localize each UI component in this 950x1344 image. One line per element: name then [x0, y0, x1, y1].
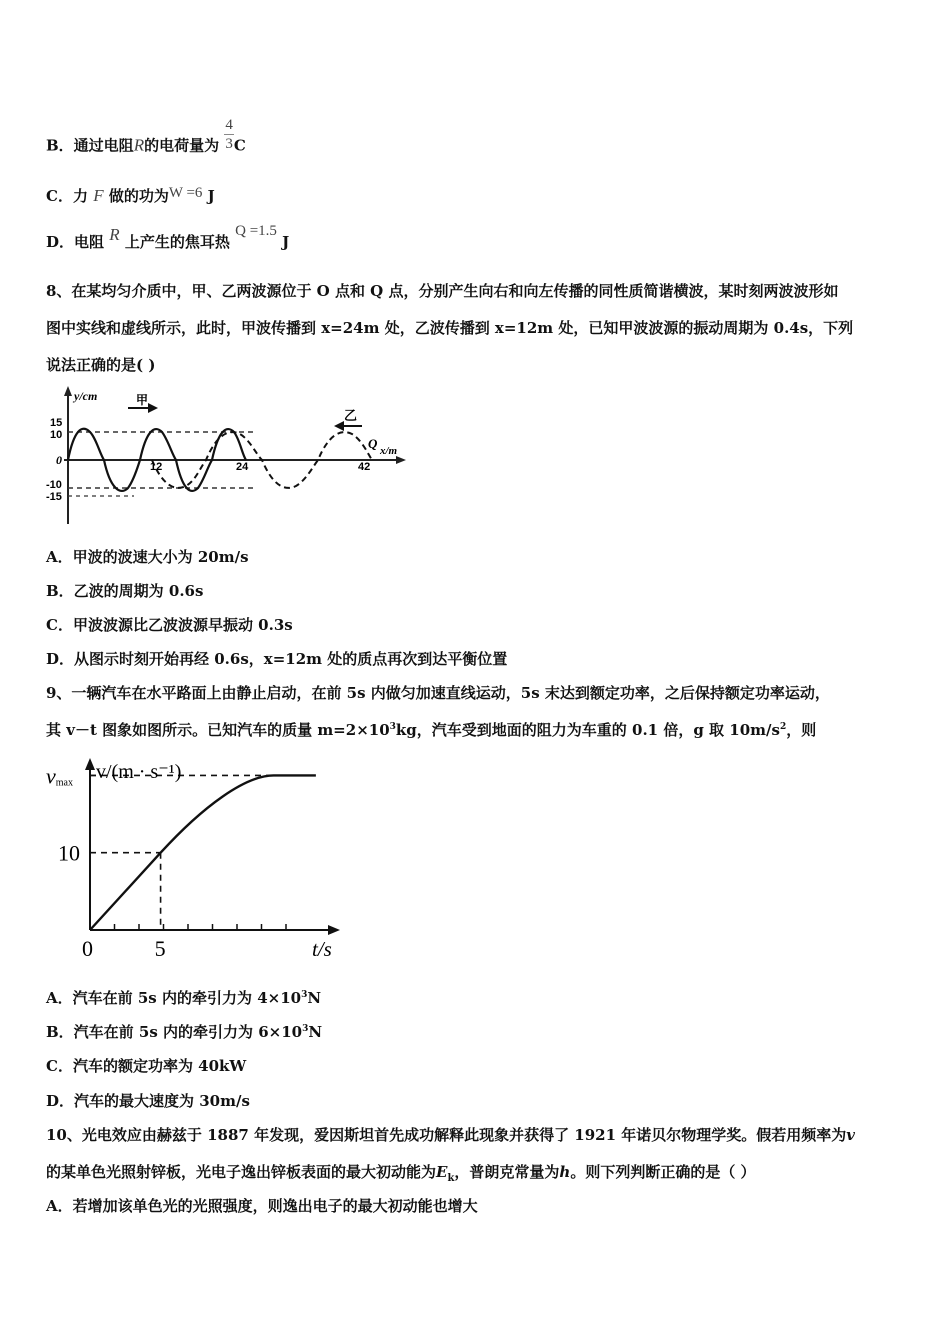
q8-option-b: B．乙波的周期为 0.6s [46, 582, 204, 600]
q9-option-d: D．汽车的最大速度为 30m/s [46, 1092, 250, 1110]
q9-stem-line-2-a: 其 v－t 图象如图所示。已知汽车的质量 m=2×10 [46, 721, 390, 739]
wave-jia-arrow-head [148, 403, 158, 413]
q9-stem-line-2-c: ，则 [786, 721, 817, 739]
q8-stem-line-2: 图中实线和虚线所示，此时，甲波传播到 x=24m 处，乙波传播到 x=12m 处，已知甲波波源的振动周期为 0.4s，下列 [46, 319, 854, 337]
q9-option-a [46, 988, 321, 1008]
q7-option-b [46, 117, 246, 165]
q9-option-b-unit: N [308, 1023, 323, 1041]
q7-option-c [46, 186, 215, 207]
xtick-42: 42 [358, 461, 371, 473]
q9-option-b [46, 1022, 322, 1042]
vt-ytick-vmax-sub: max [55, 777, 73, 789]
q7-option-d-mid: 上产生的焦耳热 [124, 233, 230, 251]
vt-ytick-vmax [46, 763, 73, 788]
q8-stem-line-3: 说法正确的是( ) [46, 356, 156, 374]
q9-vt-chart [44, 752, 354, 964]
vt-xtick-5: 5 [154, 936, 166, 961]
q7-option-c-expr: W =6 [168, 185, 203, 201]
xtick-12: 12 [150, 461, 163, 473]
q8-stem-line-1: 8、在某均匀介质中，甲、乙两波源位于 O 点和 Q 点，分别产生向右和向左传播的同性质简谐横波，某时刻两波波形如 [46, 282, 839, 300]
wave-yi-label: 乙 [344, 409, 358, 424]
xtick-24: 24 [236, 461, 249, 473]
q9-stem-line-2-b: kg，汽车受到地面的阻力为车重的 0.1 倍，g 取 10m/s [395, 721, 780, 739]
q7-option-b-mid: 的电荷量为 [144, 136, 220, 155]
ytick-minus-10: -10 [46, 479, 62, 491]
q7-option-d [46, 223, 290, 253]
q7-option-b-unit: C [233, 136, 246, 155]
wave-jia-label: 甲 [136, 393, 149, 407]
point-q-label: Q [368, 436, 378, 451]
q8-wave-figure [44, 384, 414, 530]
vt-y-axis-label: v/(m · s⁻¹) [96, 761, 182, 783]
q9-option-a-unit: N [307, 989, 322, 1007]
q7-option-c-mid: 做的功为 [108, 187, 169, 205]
q7-option-c-prefix: C．力 [46, 187, 88, 205]
vt-ytick-10: 10 [58, 840, 80, 866]
q10-symbol-ek-sub: k [447, 1173, 455, 1184]
vt-x-axis-arrow [328, 925, 340, 935]
ytick-0: 0 [56, 453, 62, 467]
q10-stem-line-1 [46, 1125, 855, 1145]
q9-option-b-sup: 3 [302, 1024, 309, 1034]
q7-option-d-prefix: D．电阻 [46, 233, 105, 251]
fraction-denominator: 3 [225, 136, 233, 152]
vt-axes [85, 758, 340, 935]
q9-stem-line-1: 9、一辆汽车在水平路面上由静止启动，在前 5s 内做匀加速直线运动，5s 末达到额定功率，之后保持额定功率运动， [46, 684, 830, 702]
q10-symbol-v: v [846, 1126, 855, 1144]
ytick-10: 10 [50, 429, 63, 441]
vt-xtick-0: 0 [82, 936, 93, 961]
q7-option-b-fraction [224, 116, 234, 153]
ytick-minus-15: -15 [46, 491, 62, 503]
x-axis-label: x/m [380, 445, 398, 457]
q10-stem-line-2 [46, 1162, 756, 1182]
q10-stem-line-2-c: 。则下列判断正确的是（ ） [570, 1163, 756, 1181]
q7-option-b-symbol: R [133, 135, 145, 155]
q7-option-b-prefix: B．通过电阻 [46, 136, 134, 155]
q9-option-a-text: A．汽车在前 5s 内的牵引力为 4×10 [46, 989, 302, 1007]
q8-option-c: C．甲波波源比乙波波源早振动 0.3s [46, 616, 293, 634]
ytick-15: 15 [50, 417, 63, 429]
q7-option-d-expr: Q =1.5 [235, 223, 277, 239]
q10-symbol-ek: E [436, 1163, 448, 1181]
vt-ticks [90, 775, 286, 930]
y-axis-label: y/cm [74, 389, 98, 403]
q7-option-c-unit: J [207, 187, 215, 205]
q7-option-d-unit: J [282, 233, 290, 251]
wave-yi-arrow-head [334, 421, 344, 431]
q9-option-c: C．汽车的额定功率为 40kW [46, 1057, 247, 1075]
q9-stem-line-2-sup2: 2 [779, 722, 787, 732]
q10-symbol-h: h [559, 1163, 571, 1181]
vt-y-axis-arrow [85, 758, 95, 770]
vt-guides [90, 775, 274, 930]
q8-option-d: D．从图示时刻开始再经 0.6s，x=12m 处的质点再次到达平衡位置 [46, 650, 508, 668]
q9-stem-line-2-sup: 3 [389, 722, 396, 732]
q8-option-a: A．甲波的波速大小为 20m/s [46, 548, 249, 566]
fraction-numerator: 4 [225, 117, 233, 133]
q10-stem-line-1-text: 10、光电效应由赫兹于 1887 年发现，爱因斯坦首先成功解释此现象并获得了 1921 年诺贝尔物理学奖。假若用频率为 [46, 1126, 847, 1144]
q10-option-a: A．若增加该单色光的光照强度，则逸出电子的最大初动能也增大 [46, 1197, 478, 1215]
q7-option-d-symbol: R [109, 225, 120, 244]
vt-x-axis-label: t/s [312, 937, 332, 961]
q9-stem-line-2 [46, 720, 816, 740]
vt-ytick-vmax-main: v [46, 763, 56, 789]
y-axis-arrow [64, 386, 72, 396]
q10-stem-line-2-a: 的某单色光照射锌板，光电子逸出锌板表面的最大初动能为 [46, 1163, 437, 1181]
q9-option-b-text: B．汽车在前 5s 内的牵引力为 6×10 [46, 1023, 303, 1041]
q9-option-a-sup: 3 [301, 990, 308, 1000]
q10-stem-line-2-b: ，普朗克常量为 [454, 1163, 560, 1181]
q7-option-c-symbol: F [93, 186, 104, 205]
x-axis-arrow [396, 456, 406, 464]
